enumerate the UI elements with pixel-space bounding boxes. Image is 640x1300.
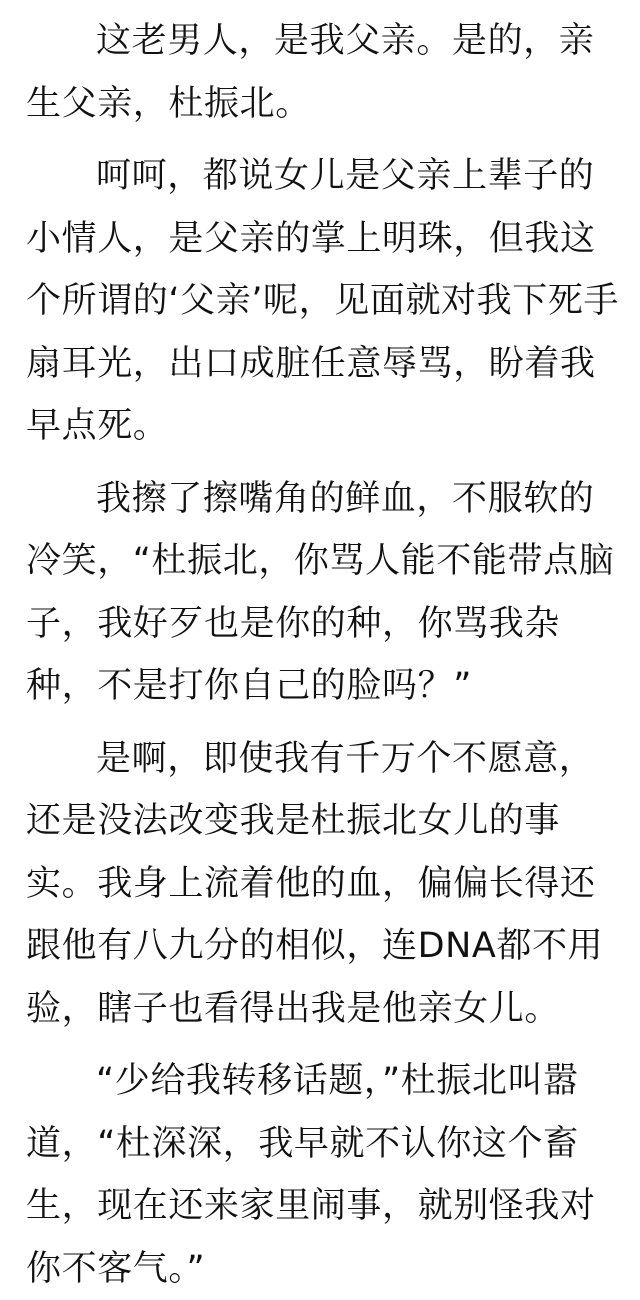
paragraph-1: 这老男人，是我父亲。是的，亲生父亲，杜振北。 (26, 21, 595, 124)
paragraph-2: 呵呵，都说女儿是父亲上辈子的小情人，是父亲的掌上明珠，但我这个所谓的‘父亲’呢，见面就对我下死手扇耳光，出口成脏任意辱骂，盼着我早点死。 (26, 156, 620, 446)
paragraph-5: “少给我转移话题，”杜振北叫嚣道，“杜深深，我早就不认你这个畜生，现在还来家里闹事，就别怪我对你不客气。” (26, 1061, 596, 1289)
paragraph-3: 我擦了擦嘴角的鲜血，不服软的冷笑，“杜振北，你骂人能不能带点脑子，我好歹也是你的种，你骂我杂种，不是打你自己的脸吗？” (26, 478, 615, 706)
paragraph-4: 是啊，即使我有千万个不愿意，还是没法改变我是杜振北女儿的事实。我身上流着他的血，偏偏长得还跟他有八九分的相似，连DNA都不用验，瞎子也看得出我是他亲女儿。 (26, 738, 604, 1029)
